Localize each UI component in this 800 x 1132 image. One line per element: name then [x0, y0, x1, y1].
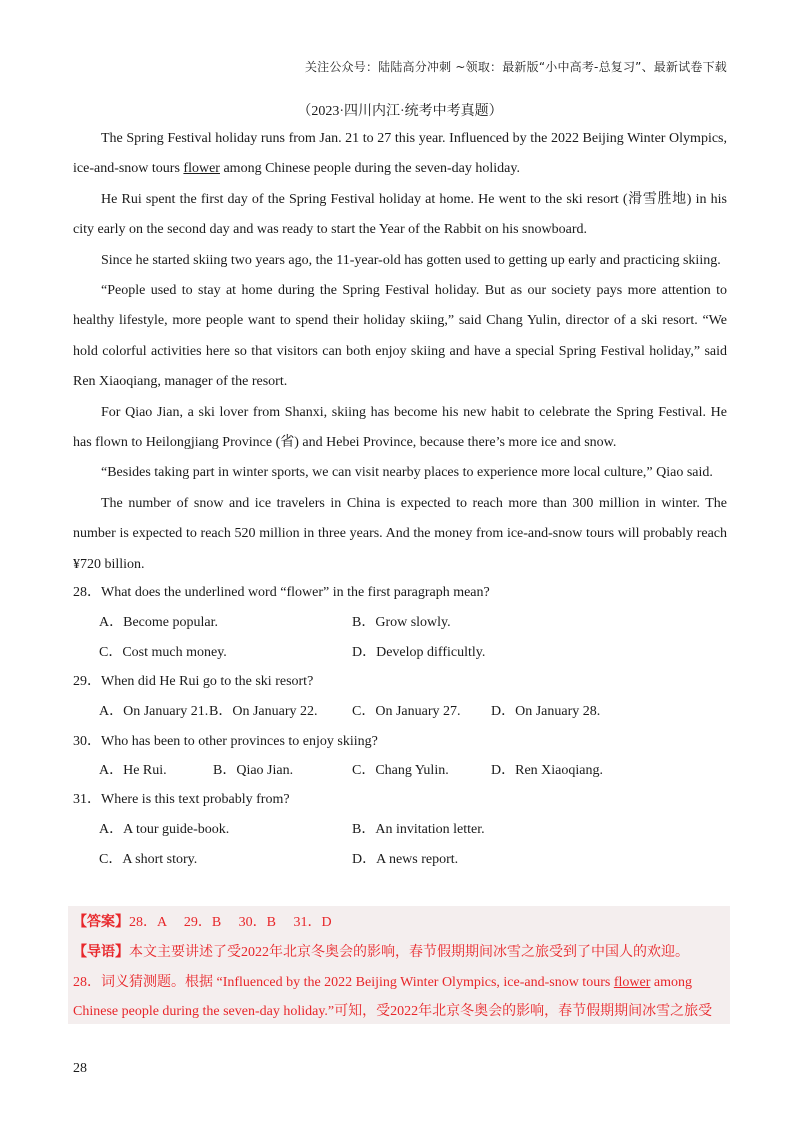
option-b: B．Qiao Jian. — [213, 763, 294, 778]
option-c: C．A short story. — [99, 852, 198, 867]
paragraph-6: “Besides taking part in winter sports, we can visit nearby places to experience more local culture,” Qiao said. — [101, 465, 713, 481]
paragraph-1: The Spring Festival holiday runs from Jan. 21 to 27 this year. Influenced by the 2022 Beijing Winter Olympics, ice-and-snow tours flower among Chinese people during the seven-day holiday. — [73, 131, 727, 177]
underlined-word: flower — [183, 161, 220, 177]
guide-line — [73, 941, 689, 961]
paragraph-7: The number of snow and ice travelers in China is expected to reach more than 300 million in winter. The number is expected to reach 520 million in three years. And the money from ice-and-snow tours will probably reach ¥720 billion. — [73, 495, 727, 572]
option-d: D．Ren Xiaoqiang. — [491, 763, 603, 778]
option-d: D．Develop difficultly. — [352, 645, 486, 660]
question-28-options-row-2 — [99, 638, 739, 668]
question-31-options-row-2 — [99, 845, 739, 875]
option-a: A．A tour guide-book. — [99, 822, 230, 837]
question-source: （2023·四川内江·统考中考真题） — [297, 104, 503, 119]
option-b: B．Grow slowly. — [352, 615, 451, 630]
option-b: B．An invitation letter. — [352, 822, 485, 837]
paragraph-3: Since he started skiing two years ago, the 11-year-old has gotten used to getting up early and practicing skiing. — [101, 252, 721, 268]
option-c: C．On January 27. — [352, 704, 461, 719]
underlined-word: flower — [613, 975, 651, 990]
answer-text: 28．A 29．B 30．B 31．D — [129, 915, 332, 930]
option-a: A．Become popular. — [99, 615, 218, 630]
option-c: C．Cost much money. — [99, 645, 227, 660]
option-d: D．On January 28. — [491, 704, 601, 719]
question-30: 30．Who has been to other provinces to enjoy skiing? — [73, 734, 378, 749]
question-31-options-row-1 — [99, 815, 739, 845]
guide-label: 【导语】 — [73, 945, 129, 960]
paragraph-4: “People used to stay at home during the Spring Festival holiday. But as our society pays more attention to healthy lifestyle, more people want to spend their holiday skiing,” said Chang Yulin, director of a ski resort. “We hold colorful activities here so that visitors can both enjoy skiing and have a special Spring Festival holiday,” said Ren Xiaoqiang, manager of the resort. — [73, 283, 727, 390]
explanation-line-1: 28．词义猜测题。根据 “Influenced by the 2022 Beijing Winter Olympics, ice-and-snow tours flower among — [73, 975, 692, 990]
paragraph-2: He Rui spent the first day of the Spring Festival holiday at home. He went to the ski resort (滑雪胜地) in his city early on the second day and was ready to start the Year of the Rabbit on his snowboard. — [73, 191, 727, 238]
option-b: B．On January 22. — [209, 704, 318, 719]
option-c: C．Chang Yulin. — [352, 763, 449, 778]
question-30-options — [99, 756, 739, 786]
question-31: 31．Where is this text probably from? — [73, 792, 290, 807]
reading-passage — [73, 124, 727, 580]
explanation-line-2: Chinese people during the seven-day holiday.”可知，受2022年北京冬奥会的影响，春节假期期间冰雪之旅受 — [73, 1004, 713, 1019]
question-28: 28．What does the underlined word “flower” in the first paragraph mean? — [73, 585, 490, 600]
question-29: 29．When did He Rui go to the ski resort? — [73, 674, 314, 689]
answer-section — [68, 906, 730, 1024]
option-d: D．A news report. — [352, 852, 459, 867]
page-number: 28 — [73, 1061, 87, 1076]
question-29-options — [99, 697, 739, 727]
option-a: A．He Rui. — [99, 763, 167, 778]
page-header: 关注公众号：陆陆高分冲刺 ~领取：最新版“小中高考-总复习”、最新试卷下载 — [304, 60, 727, 74]
question-28-options-row-1 — [99, 608, 739, 638]
paragraph-5: For Qiao Jian, a ski lover from Shanxi, skiing has become his new habit to celebrate the Spring Festival. He has flown to Heilongjiang Province (省) and Hebei Province, because there’s more ice and snow. — [73, 404, 727, 451]
answer-line — [73, 911, 332, 931]
option-a: A．On January 21. — [99, 704, 209, 719]
guide-text: 本文主要讲述了受2022年北京冬奥会的影响，春节假期期间冰雪之旅受到了中国人的欢迎。 — [129, 945, 689, 960]
answer-label: 【答案】 — [73, 915, 129, 930]
